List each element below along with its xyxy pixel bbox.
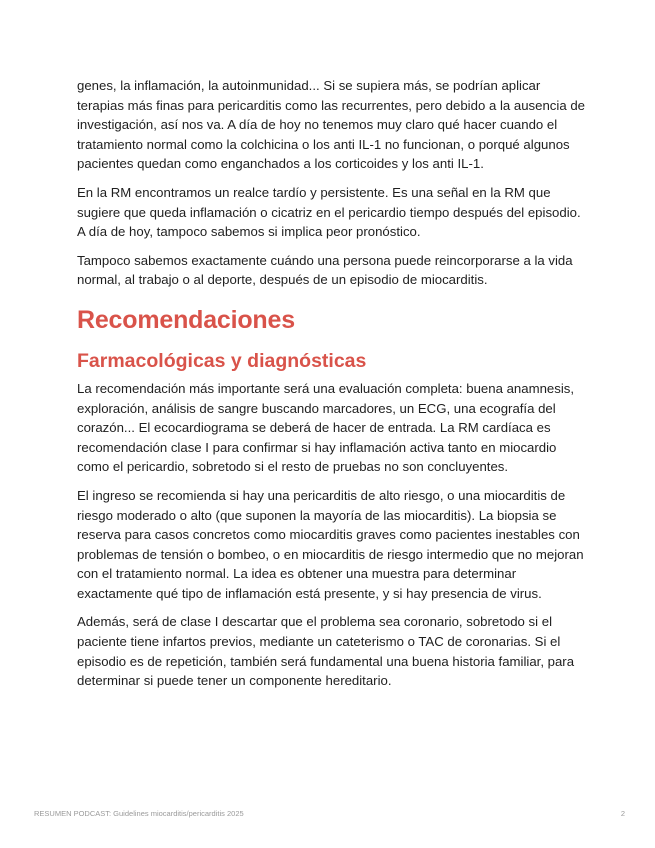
page-number: 2 [620, 809, 625, 818]
paragraph: genes, la inflamación, la autoinmunidad... Si se supiera más, se podrían aplicar terapias más finas para pericarditis como las recurrentes, pero debido a la ausencia de investigación, así nos va. A día de hoy no tenemos muy claro qué hacer cuando el tratamiento normal como la colchicina o los anti IL-1 no funcionan, o porqué algunos pacientes quedan como enganchados a los corticoides y los anti IL-1. [77, 78, 585, 172]
paragraph: El ingreso se recomienda si hay una pericarditis de alto riesgo, o una miocarditis de riesgo moderado o alto (que suponen la mayoría de las miocarditis). La biopsia se reserva para casos concretos como miocarditis graves como pacientes inestables con problemas de tensión o bombeo, o en miocarditis de riesgo intermedio que no mejoran con el tratamiento normal. La idea es obtener una muestra para determinar exactamente qué tipo de inflamación está presente, y si hay presencia de virus. [77, 487, 584, 601]
subsection-heading: Farmacológicas y diagnósticas [77, 349, 367, 372]
document-body [77, 76, 587, 700]
paragraph: Además, será de clase I descartar que el problema sea coronario, sobretodo si el paciente tiene infartos previos, mediante un cateterismo o TAC de coronarias. Si el episodio es de repetición, también será fundamental una buena historia familiar, para determinar si puede tener un componente hereditario. [77, 614, 575, 689]
paragraph: En la RM encontramos un realce tardío y persistente. Es una señal en la RM que sugiere que queda inflamación o cicatriz en el pericardio tiempo después del episodio. A día de hoy, tampoco sabemos si implica peor pronóstico. [77, 184, 581, 240]
paragraph: Tampoco sabemos exactamente cuándo una persona puede reincorporarse a la vida normal, al trabajo o al deporte, después de un episodio de miocarditis. [77, 252, 573, 288]
page-footer [34, 809, 625, 818]
footer-title: RESUMEN PODCAST: Guidelines miocarditis/pericarditis 2025 [34, 809, 244, 818]
section-heading: Recomendaciones [77, 305, 295, 334]
paragraph: La recomendación más importante será una evaluación completa: buena anamnesis, exploración, análisis de sangre buscando marcadores, un ECG, una ecografía del corazón... El ecocardiograma se deberá de hacer de entrada. La RM cardíaca es recomendación clase I para confirmar si hay inflamación activa tanto en miocardio como el pericardio, sobretodo si el resto de pruebas no son concluyentes. [77, 380, 575, 475]
